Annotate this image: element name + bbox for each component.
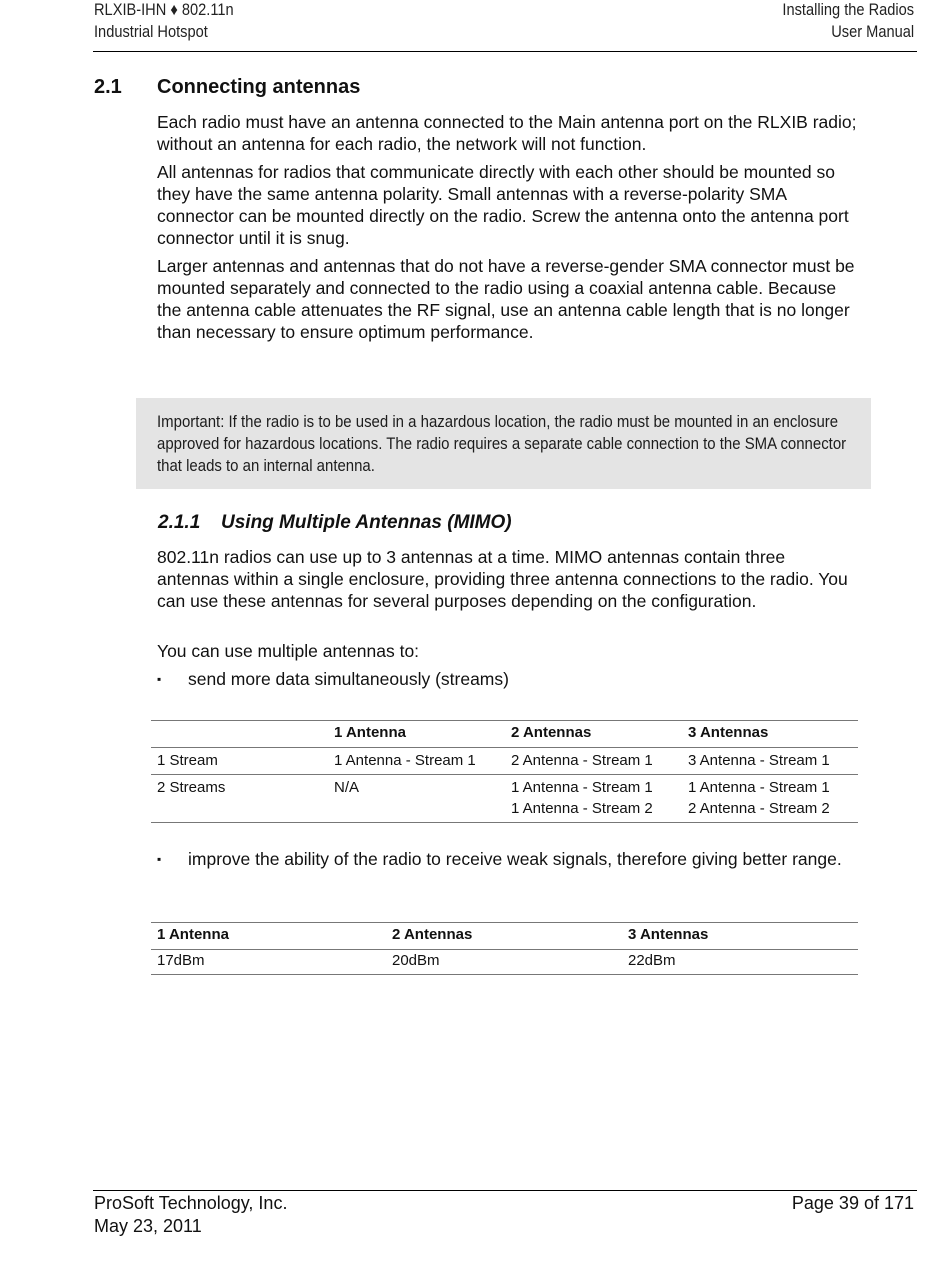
bullet-range: [157, 848, 857, 870]
header-rule: [93, 51, 917, 52]
table-cell: 2 Antenna - Stream 1: [505, 748, 682, 775]
important-label: Important:: [157, 412, 225, 431]
bullet-range-text: improve the ability of the radio to receive weak signals, therefore giving better range.: [188, 849, 842, 869]
table-cell: 1 Stream: [151, 748, 328, 775]
table-header-cell: 3 Antennas: [682, 721, 858, 748]
important-note-text: [157, 411, 852, 477]
footer-date: May 23, 2011: [94, 1216, 202, 1236]
subsection-title: Using Multiple Antennas (MIMO): [221, 512, 512, 533]
header-document-title: User Manual: [831, 22, 914, 41]
paragraph-multiple-antennas: You can use multiple antennas to:: [157, 641, 420, 661]
paragraph-coaxial-cable: Larger antennas and antennas that do not have a reverse-gender SMA connector must be mounted separately and connected to the radio using a coaxial antenna cable. Because the antenna cable attenuates the RF signal, use an antenna cable length that is no longer than necessary to ensure optimum performance.: [157, 256, 855, 342]
streams-table: [151, 720, 858, 823]
table-cell: [505, 775, 682, 823]
running-header-right: [782, 0, 914, 43]
paragraph-main-port: Each radio must have an antenna connected to the Main antenna port on the RLXIB radio; without an antenna for each radio, the network will not function.: [157, 112, 857, 154]
subsection-number: 2.1.1: [158, 512, 201, 533]
table-cell-line: 1 Antenna - Stream 2: [511, 800, 653, 817]
bullet-marker: ▪: [157, 672, 162, 686]
table-header-cell: 3 Antennas: [622, 923, 858, 950]
table-cell: [682, 775, 858, 823]
table-header-row: [151, 923, 858, 950]
table-header-cell: 1 Antenna: [328, 721, 505, 748]
table-header-row: [151, 721, 858, 748]
table-header-cell: 2 Antennas: [386, 923, 622, 950]
table-row: [151, 775, 858, 823]
header-chapter-title: Installing the Radios: [782, 0, 914, 19]
bullet-streams: [157, 668, 857, 690]
section-title: Connecting antennas: [157, 76, 361, 98]
paragraph-polarity: All antennas for radios that communicate directly with each other should be mounted so they have the same antenna polarity. Small antennas with a reverse-polarity SMA connector can be mounted directly on the radio. Screw the antenna onto the antenna port connector until it is snug.: [157, 162, 849, 248]
header-product-line: RLXIB-IHN ♦ 802.11n: [94, 0, 234, 19]
table-cell-line: 2 Antenna - Stream 2: [688, 800, 830, 817]
table-row: [151, 950, 858, 975]
table-cell: 17dBm: [151, 950, 386, 975]
table-row: [151, 748, 858, 775]
section-number: 2.1: [94, 76, 122, 98]
table-cell-line: 1 Antenna - Stream 1: [511, 779, 653, 796]
footer-left: [94, 1192, 287, 1238]
important-note-box: [136, 398, 871, 489]
subsection-heading: [158, 512, 512, 534]
range-table: [151, 922, 858, 975]
table-header-cell: 2 Antennas: [505, 721, 682, 748]
table-cell: 2 Streams: [151, 775, 328, 823]
header-product-name: Industrial Hotspot: [94, 22, 208, 41]
table-cell: N/A: [328, 775, 505, 823]
important-body: If the radio is to be used in a hazardous location, the radio must be mounted in an enclosure approved for hazardous locations. The radio requires a separate cable connection to the SMA connector that leads to an internal antenna.: [157, 412, 847, 475]
paragraph-mimo-intro: 802.11n radios can use up to 3 antennas at a time. MIMO antennas contain three antennas within a single enclosure, providing three antenna connections to the radio. You can use these antennas for several purposes depending on the configuration.: [157, 547, 848, 611]
table-cell: 22dBm: [622, 950, 858, 975]
bullet-streams-text: send more data simultaneously (streams): [188, 669, 509, 689]
footer-rule: [93, 1190, 917, 1191]
table-header-cell: [151, 721, 328, 748]
page-number: Page 39 of 171: [791, 1193, 914, 1213]
table-header-cell: 1 Antenna: [151, 923, 386, 950]
table-cell: 1 Antenna - Stream 1: [328, 748, 505, 775]
running-header-left: [94, 0, 234, 43]
footer-company: ProSoft Technology, Inc.: [94, 1193, 288, 1213]
table-cell: 20dBm: [386, 950, 622, 975]
table-cell: 3 Antenna - Stream 1: [682, 748, 858, 775]
bullet-marker: ▪: [157, 852, 162, 866]
table-cell-line: 1 Antenna - Stream 1: [688, 779, 830, 796]
